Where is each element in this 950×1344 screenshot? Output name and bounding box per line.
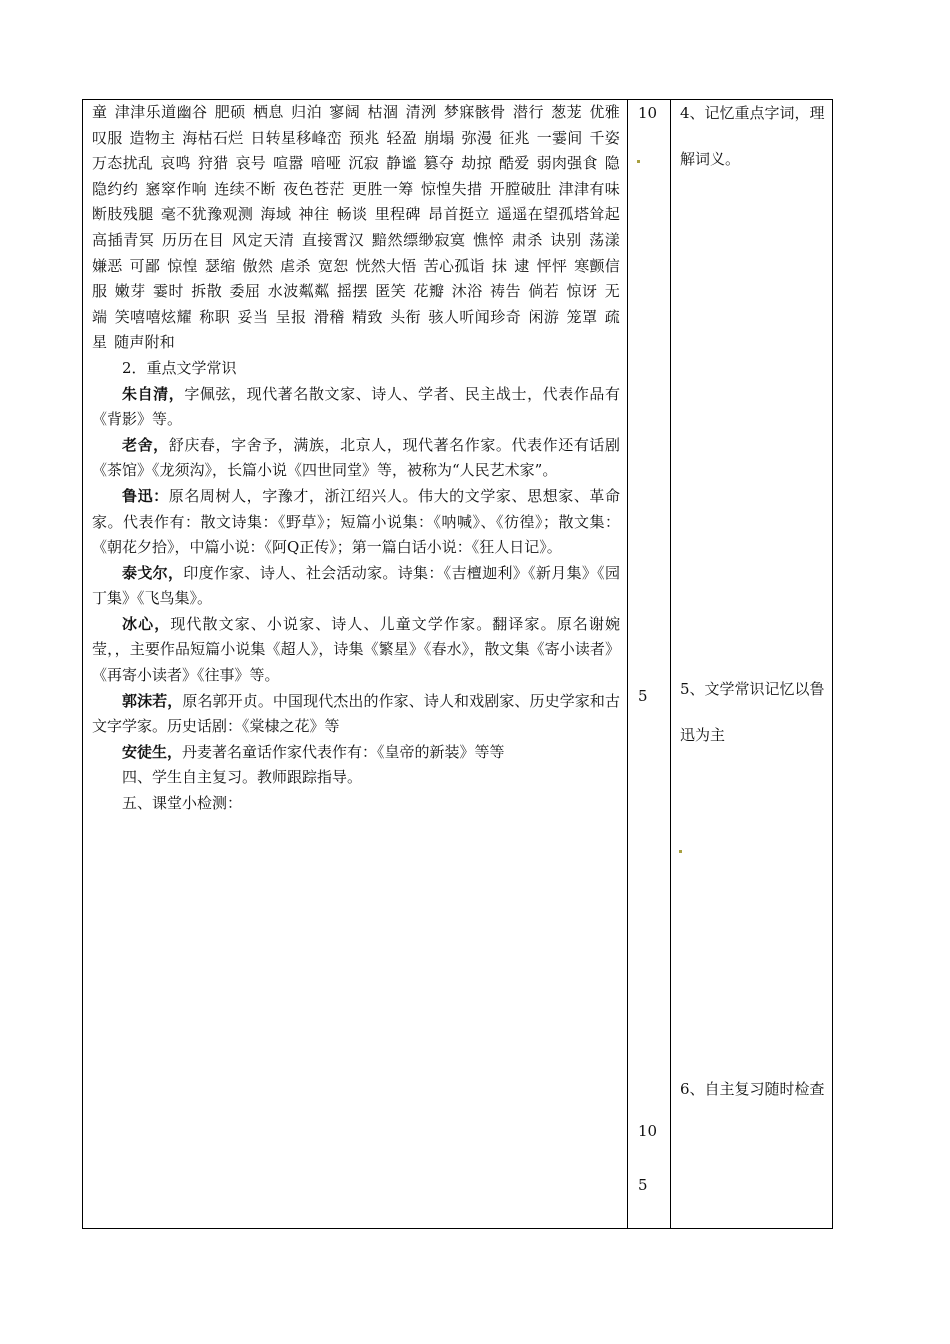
time-value: 5	[638, 687, 648, 705]
column-divider	[627, 100, 628, 1228]
section-four: 四、学生自主复习。教师跟踪指导。	[122, 768, 363, 787]
author-desc: 舒庆春，字舍予，满族，北京人，现代著名作家。代表作还有话剧《茶馆》《龙须沟》，长篇小说《四世同堂》等，被称为“人民艺术家”。	[92, 435, 620, 480]
author-entry	[92, 382, 620, 433]
lesson-table	[82, 99, 833, 1229]
author-name: 泰戈尔，	[122, 563, 184, 582]
section-heading: 2．重点文学常识	[122, 358, 237, 377]
scan-dot	[679, 850, 682, 853]
author-entry	[92, 484, 620, 561]
author-entry	[92, 561, 620, 612]
author-desc: 原名周树人，字豫才，浙江绍兴人。伟大的文学家、思想家、革命家。代表作有：散文诗集：《野草》；短篇小说集：《呐喊》、《彷徨》；散文集：《朝花夕拾》，中篇小说：《阿Q正传》；第一篇白话小说：《狂人日记》。	[92, 486, 620, 557]
author-desc: 现代散文家、小说家、诗人、儿童文学作家。翻译家。原名谢婉莹，，主要作品短篇小说集《超人》，诗集《繁星》《春水》，散文集《寄小读者》《再寄小读者》《往事》等。	[92, 614, 620, 685]
vocabulary-list: 童 津津乐道幽谷 肥硕 栖息 归泊 寥阔 枯涸 清洌 梦寐骸骨 潜行 葱茏 优雅 叹服 造物主 海枯石烂 日转星移峰峦 预兆 轻盈 崩塌 弥漫 征兆 一霎间 千姿万态扰乱 哀鸣 狩猎 哀号 喧嚣 喑哑 沉寂 静谧 篡夺 劫掠 酷爱 弱肉强食 隐隐约约 窸窣作响 连续不断 夜色苍茫 更胜一筹 惊惶失措 开膛破肚 津津有味 断肢残腿 毫不犹豫观测 海域 神往 畅谈 里程碑 昂首挺立 遥遥在望孤塔耸起 高插青冥 历历在目 风定天清 直接霄汉 黯然缥缈寂寞 憔悴 肃杀 诀别 荡漾 嫌恶 可鄙 惊惶 瑟缩 傲然 虐杀 宽恕 恍然大悟 苦心孤诣 抹 逮 怦怦 寒颤信服 嫩芽 霎时 拆散 委屈 水波粼粼 摇摆 匿笑 花瓣 沐浴 祷告 倘若 惊讶 无端 笑嘻嘻炫耀 称职 妥当 呈报 滑稽 精致 头衔 骇人听闻珍奇 闲游 笼罩 疏星 随声附和	[92, 103, 620, 352]
author-name: 冰心，	[122, 614, 171, 633]
section-five: 五、课堂小检测：	[122, 794, 243, 813]
teaching-note: 5、文学常识记忆以鲁迅为主	[680, 680, 825, 744]
author-desc: 印度作家、诗人、社会活动家。诗集：《吉檀迦利》《新月集》《园丁集》《飞鸟集》。	[92, 563, 620, 608]
teaching-note: 4、记忆重点字词，理解词义。	[680, 104, 825, 168]
time-value: 10	[638, 104, 658, 122]
author-entry	[92, 433, 620, 484]
author-entry	[92, 612, 620, 689]
teaching-note: 6、自主复习随时检查	[680, 1080, 825, 1098]
author-name: 安徒生，	[122, 742, 183, 761]
scan-dot	[637, 160, 640, 163]
author-name: 鲁迅：	[122, 486, 169, 505]
author-desc: 原名郭开贞。中国现代杰出的作家、诗人和戏剧家、历史学家和古文字学家。历史话剧：《棠棣之花》等	[92, 691, 620, 736]
time-value: 10	[638, 1122, 658, 1140]
content-column	[92, 100, 620, 817]
time-value: 5	[638, 1176, 648, 1194]
author-entry	[92, 740, 620, 766]
author-name: 老舍，	[122, 435, 169, 454]
author-name: 郭沫若，	[122, 691, 183, 710]
author-desc: 字佩弦，现代著名散文家、诗人、学者、民主战士，代表作品有《背影》等。	[92, 384, 620, 429]
author-entry	[92, 689, 620, 740]
column-divider	[670, 100, 671, 1228]
author-name: 朱自清，	[122, 384, 185, 403]
author-desc: 丹麦著名童话作家代表作有：《皇帝的新装》等等	[182, 742, 505, 761]
